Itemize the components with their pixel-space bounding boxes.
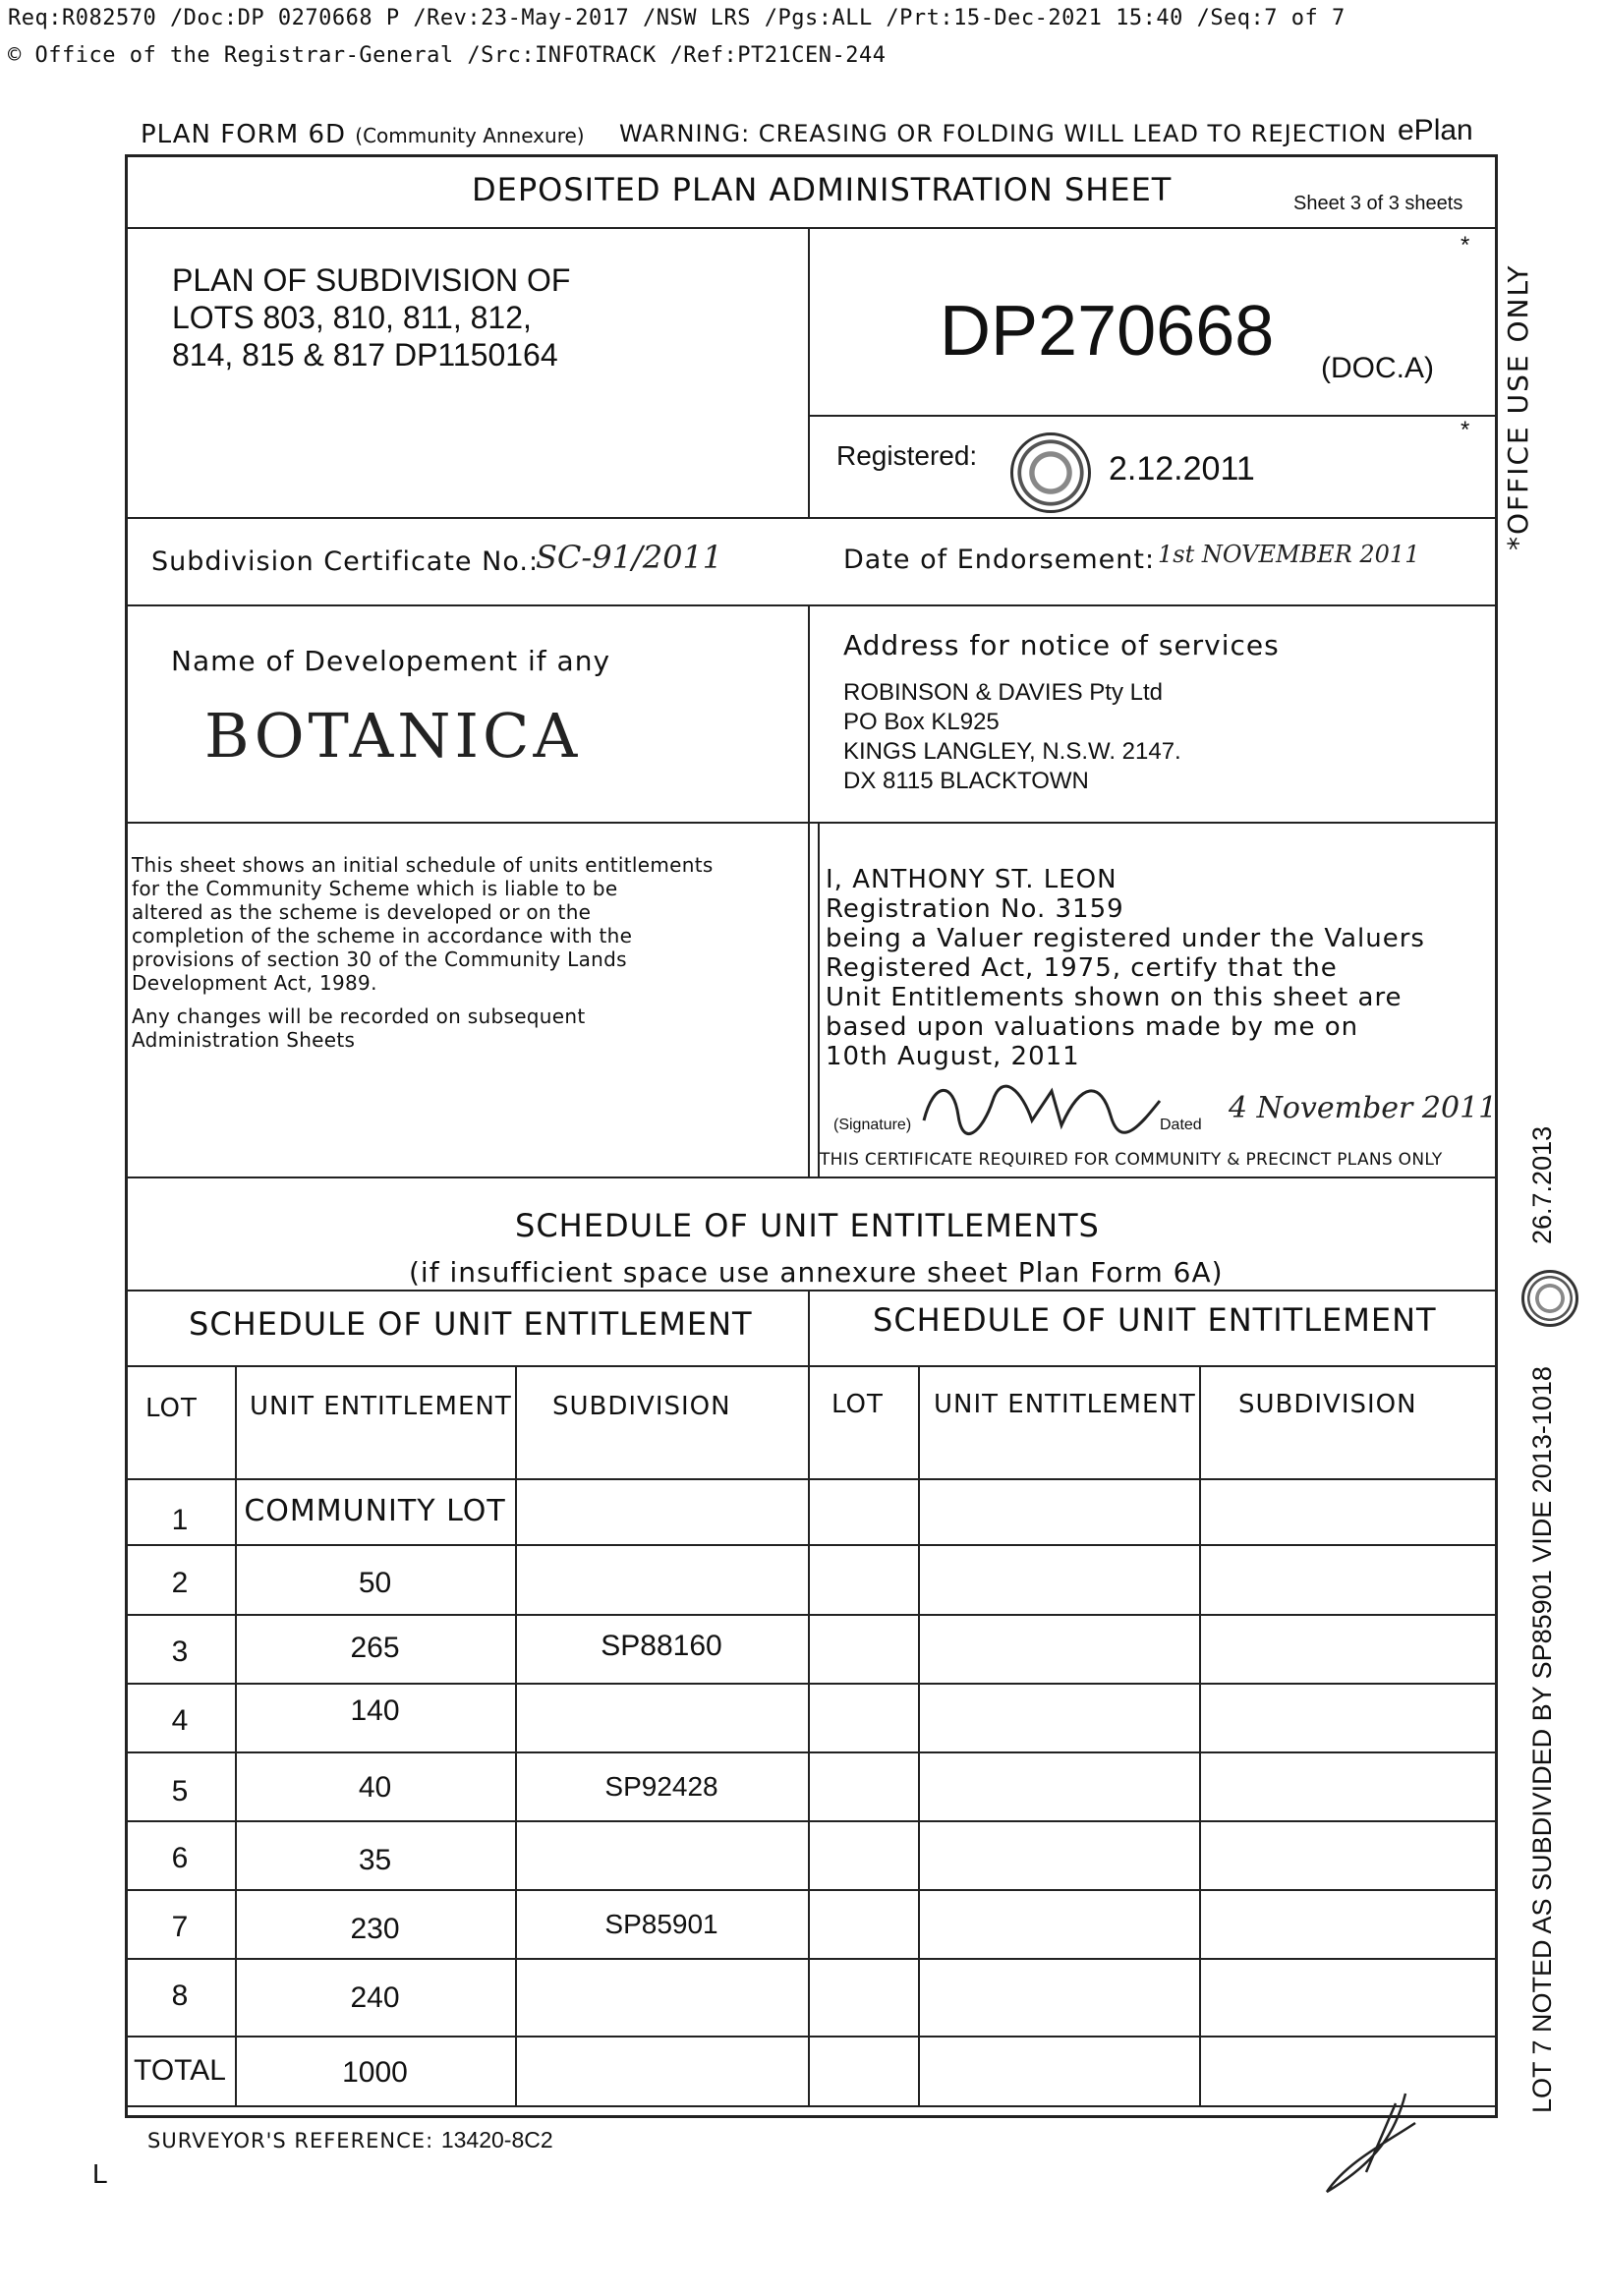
asterisk-mark-2: * xyxy=(1461,417,1470,443)
schedule-left-title: SCHEDULE OF UNIT ENTITLEMENT xyxy=(189,1305,753,1343)
surveyor-reference-label: SURVEYOR'S REFERENCE: xyxy=(147,2129,434,2152)
plan-form-number: PLAN FORM 6D xyxy=(141,120,347,149)
table-row-entitlement: 35 xyxy=(358,1844,392,1876)
form-frame xyxy=(125,154,1498,2118)
valuer-certificate: I, ANTHONY ST. LEON Registration No. 3159 being a Valuer registered under the Valuers Registered Act, 1975, certify that the Unit Entitlements shown on this sheet are based upon valuations made by me on 10th August, 2011 xyxy=(826,865,1425,1071)
schedule-title: SCHEDULE OF UNIT ENTITLEMENTS xyxy=(515,1207,1100,1244)
table-row-lot: 4 xyxy=(171,1704,189,1737)
address-label: Address for notice of services xyxy=(843,629,1280,661)
sheet-title: DEPOSITED PLAN ADMINISTRATION SHEET xyxy=(472,171,1173,208)
endorsement-label: Date of Endorsement: xyxy=(843,545,1156,575)
print-header-line-1: Req:R082570 /Doc:DP 0270668 P /Rev:23-May-2017 /NSW LRS /Pgs:ALL /Prt:15-Dec-2021 15:40 /Seq:7 of 7 xyxy=(8,6,1346,30)
dated-label: Dated xyxy=(1160,1117,1202,1133)
corner-mark: L xyxy=(92,2158,108,2189)
side-note-date: 26.7.2013 xyxy=(1527,1125,1557,1244)
registrar-seal-icon xyxy=(1010,432,1091,513)
surveyor-reference-value: 13420-8C2 xyxy=(440,2127,553,2152)
table-row-lot: 1 xyxy=(171,1504,189,1536)
development-label: Name of Developement if any xyxy=(171,645,611,677)
surveyor-reference xyxy=(147,2127,553,2153)
table-row-subdivision: SP92428 xyxy=(604,1771,718,1802)
table-row-lot: 2 xyxy=(171,1567,189,1599)
schedule-subtitle: (if insufficient space use annexure sheet Plan Form 6A) xyxy=(409,1256,1224,1289)
table-row-entitlement: 40 xyxy=(358,1771,392,1804)
doc-suffix: (DOC.A) xyxy=(1321,352,1434,384)
dp-number: DP270668 xyxy=(940,292,1275,371)
table-row-entitlement: 230 xyxy=(350,1913,400,1945)
table-row-subdivision: SP85901 xyxy=(604,1909,718,1939)
print-header-line-2: © Office of the Registrar-General /Src:INFOTRACK /Ref:PT21CEN-244 xyxy=(8,43,887,68)
column-lot-left: LOT xyxy=(145,1394,198,1423)
column-entitlement-right: UNIT ENTITLEMENT xyxy=(934,1390,1196,1419)
table-row-lot: 8 xyxy=(171,1980,189,2012)
table-row-lot: 5 xyxy=(171,1775,189,1808)
asterisk-mark: * xyxy=(1461,232,1470,258)
subdivision-cert-value: SC-91/2011 xyxy=(536,539,723,576)
column-lot-right: LOT xyxy=(831,1390,884,1419)
plan-of-subdivision: PLAN OF SUBDIVISION OF LOTS 803, 810, 811, 812, 814, 815 & 817 DP1150164 xyxy=(172,262,571,373)
community-annexure-label: (Community Annexure) xyxy=(355,124,585,147)
table-row-lot: 6 xyxy=(171,1842,189,1874)
surveyor-initials-icon xyxy=(1307,2084,1435,2202)
signature-label: (Signature) xyxy=(833,1117,912,1133)
table-row-total-label: TOTAL xyxy=(134,2054,226,2087)
registered-date: 2.12.2011 xyxy=(1109,450,1255,488)
side-note: LOT 7 NOTED AS SUBDIVIDED BY SP85901 VIDE 2013-1018 xyxy=(1527,1366,1557,2113)
table-row-entitlement: 265 xyxy=(350,1632,400,1664)
schedule-right-title: SCHEDULE OF UNIT ENTITLEMENT xyxy=(873,1301,1437,1339)
table-row-entitlement: 140 xyxy=(350,1694,400,1727)
column-subdivision-right: SUBDIVISION xyxy=(1238,1390,1417,1419)
certificate-required-note: THIS CERTIFICATE REQUIRED FOR COMMUNITY & PRECINCT PLANS ONLY xyxy=(820,1150,1443,1170)
subdivision-cert-label: Subdivision Certificate No.: xyxy=(151,546,540,577)
column-entitlement-left: UNIT ENTITLEMENT xyxy=(250,1392,512,1421)
sheet-count: Sheet 3 of 3 sheets xyxy=(1293,193,1463,214)
registered-label: Registered: xyxy=(836,440,978,471)
side-note-seal-icon xyxy=(1521,1270,1578,1327)
table-row-entitlement: COMMUNITY LOT xyxy=(244,1494,506,1528)
development-name: BOTANICA xyxy=(204,700,582,772)
valuer-signature-icon xyxy=(914,1071,1170,1140)
eplan-label: ePlan xyxy=(1398,114,1473,146)
table-row-total-value: 1000 xyxy=(342,2056,408,2089)
sheet-notice: This sheet shows an initial schedule of units entitlements for the Community Scheme which is liable to be altered as the scheme is developed or on the completion of the scheme in accordance with the provisions of section 30 of the Community Lands Development Act, 1989. Any changes will be recorded on subsequent Administration Sheets xyxy=(132,853,714,1052)
column-subdivision-left: SUBDIVISION xyxy=(552,1392,731,1421)
table-row-lot: 7 xyxy=(171,1911,189,1943)
table-row-lot: 3 xyxy=(171,1636,189,1668)
dated-value: 4 November 2011 xyxy=(1229,1091,1498,1125)
table-row-entitlement: 50 xyxy=(358,1567,392,1599)
plan-form-label xyxy=(141,120,585,149)
office-use-only: *OFFICE USE ONLY xyxy=(1502,263,1534,550)
endorsement-value: 1st NOVEMBER 2011 xyxy=(1158,541,1420,568)
table-row-subdivision: SP88160 xyxy=(601,1630,722,1662)
warning-text: WARNING: CREASING OR FOLDING WILL LEAD TO REJECTION xyxy=(619,120,1388,147)
table-row-entitlement: 240 xyxy=(350,1981,400,2014)
address-block: ROBINSON & DAVIES Pty Ltd PO Box KL925 KINGS LANGLEY, N.S.W. 2147. DX 8115 BLACKTOWN xyxy=(843,679,1181,794)
